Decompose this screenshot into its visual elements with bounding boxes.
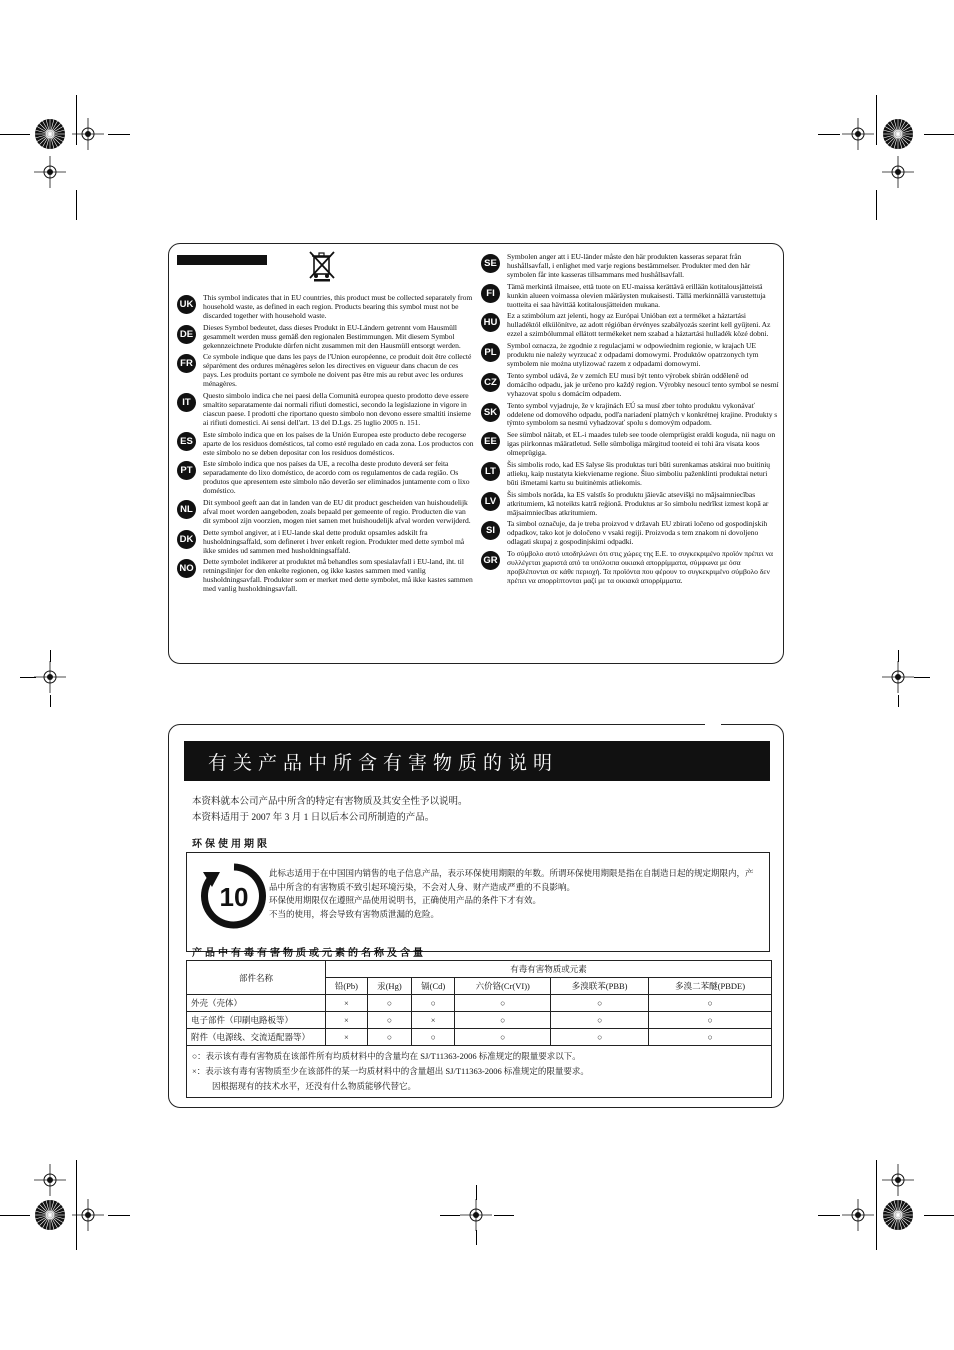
substance-value: ○ bbox=[649, 1029, 772, 1046]
substance-value: ○ bbox=[367, 1012, 411, 1029]
col-substance-group: 有毒有害物质或元素 bbox=[326, 961, 772, 978]
note-cross: ×：表示该有毒有害物质至少在该部件的某一均质材料中的含量超出 SJ/T11363-2006 标准规定的限量要求。 bbox=[192, 1066, 589, 1076]
intro-line-2: 本资料适用于 2007 年 3 月 1 日以后本公司所制造的产品。 bbox=[192, 813, 435, 823]
registration-mark-icon bbox=[34, 661, 66, 693]
weee-right-column bbox=[481, 253, 779, 589]
crop-line bbox=[76, 1160, 77, 1250]
weee-entry-fr bbox=[177, 353, 475, 389]
country-badge-it: IT bbox=[177, 393, 196, 412]
registration-mark-icon bbox=[882, 1164, 914, 1196]
rohs-title: 有关产品中所含有害物质的说明 bbox=[184, 741, 770, 781]
weee-text-cz: Tento symbol udává, že v zemích EU musí být tento výrobek sbírán odděleně od domácího odpadu, jak je určeno pro každý region. Výrobky nesoucí tento symbol se nesmí vyhazovat spolu s domácím odpadem. bbox=[507, 370, 779, 398]
weee-entry-lt bbox=[481, 461, 779, 488]
weee-entry-it bbox=[177, 392, 475, 428]
weee-entry-gr bbox=[481, 550, 779, 586]
weee-text-se: Symbolen anger att i EU-länder måste den här produkten kasseras separat från hushållsavfall, i enlighet med varje regions bestämmelser. Produkter med den här symbolen får inte kasseras tillsammans med hushållsavfall. bbox=[507, 252, 751, 279]
substance-value: ○ bbox=[412, 1029, 455, 1046]
epup-text-3: 不当的使用，将会导致有害物质泄漏的危险。 bbox=[269, 908, 440, 919]
crop-line bbox=[818, 134, 840, 135]
crop-line bbox=[924, 134, 954, 135]
crop-line bbox=[876, 190, 877, 220]
substance-value: × bbox=[412, 1012, 455, 1029]
part-name: 电子部件（印刷电路板等） bbox=[187, 1012, 326, 1029]
weee-entry-hu bbox=[481, 312, 779, 339]
weee-text-de: Dieses Symbol bedeutet, dass dieses Produkt in EU-Ländern getrennt vom Hausmüll gesammelt werden muss gemäß den regionalen Bestimmungen. Mit diesem Symbol gekennzeichnete Produkte dürfen nicht zusammen mit den Hausmüll entsorgt werden. bbox=[203, 322, 461, 350]
substance-value: ○ bbox=[551, 995, 649, 1012]
substance-value: × bbox=[326, 1029, 368, 1046]
col-substance: 铅(Pb) bbox=[326, 978, 368, 995]
registration-mark-icon bbox=[882, 661, 914, 693]
country-badge-lv: LV bbox=[481, 492, 500, 511]
table-row bbox=[187, 995, 772, 1012]
country-badge-se: SE bbox=[481, 254, 500, 273]
registration-mark-icon bbox=[460, 1199, 492, 1231]
weee-text-gr: Το σύμβολο αυτό υποδηλώνει ότι στις χώρες της Ε.Ε. το συγκεκριμένο προϊόν πρέπει να συλλέγεται χωριστά από τα υπόλοιπα οικιακά απορρίμματα, σύμφωνα με όσα προβλέπονται σε κάθε περιοχή. Τα προϊόντα που φέρουν το συγκεκριμένο σύμβολο δεν πρέπει να απορρίπτονται μαζί με τα οικιακά απορρίμματα. bbox=[507, 549, 773, 585]
crop-line bbox=[108, 1215, 130, 1216]
country-badge-fi: FI bbox=[481, 284, 500, 303]
crop-line bbox=[476, 1185, 477, 1200]
weee-text-ee: See sümbol näitab, et EL-i maades tuleb see toode olemprügist eraldi koguda, nii nagu on igas piirkonnas määratletud. Selle sümboliga märgitud tooteid ei tohi ära visata koos olmeprügiga. bbox=[507, 430, 776, 458]
substance-value: ○ bbox=[649, 1012, 772, 1029]
weee-text-pt: Este símbolo indica que nos países da UE, a recolha deste produto deverá ser feita separadamente do lixo doméstico, de acordo com os regulamentos de cada região. Os produtos que apresentem este símbolo não deverão ser eliminados juntamente com o lixo doméstico. bbox=[203, 459, 470, 496]
country-badge-es: ES bbox=[177, 432, 196, 451]
weee-text-si: Ta simbol označuje, da je treba proizvod v državah EU zbirati ločeno od gospodinjskih odpadkov, tako kot je določeno v vsaki regiji. Proizvoda s tem znakom ni dovoljeno odlagati skupaj z gospodinjskimi odpadki. bbox=[507, 519, 768, 547]
weee-entry-cz bbox=[481, 372, 779, 399]
crop-line bbox=[108, 134, 130, 135]
weee-text-no: Dette symbolet indikerer at produktet må behandles som spesialavfall i EU-land, iht. til retningslinjer for den enkelte regionen, og ikke kastes sammen med vanlig husholdningsavfall. Produkter som er merket med dette symbolet, må ikke kastes sammen med vanlig husholdningsavfall. bbox=[203, 557, 473, 594]
country-badge-ee: EE bbox=[481, 432, 500, 451]
col-substance: 六价铬(Cr(VI)) bbox=[455, 978, 551, 995]
weee-entry-no bbox=[177, 558, 475, 594]
substance-value: ○ bbox=[551, 1012, 649, 1029]
part-name: 附件（电源线、交流适配器等） bbox=[187, 1029, 326, 1046]
registration-mark-icon bbox=[34, 1164, 66, 1196]
weee-entry-nl bbox=[177, 499, 475, 526]
weee-entry-uk bbox=[177, 294, 475, 321]
substance-value: × bbox=[326, 995, 368, 1012]
weee-text-sk: Tento symbol vyjadruje, že v krajinách EÚ sa musí zber tohto produktu vykonávať oddelene od domového odpadu, podľa nariadení platných v konkrétnej krajine. Produkty s týmto symbolom sa nesmú vyhadzovať spolu s domovým odpadom. bbox=[507, 400, 778, 428]
weee-text-fr: Ce symbole indique que dans les pays de l'Union européenne, ce produit doit être collecté séparément des ordures ménagères selon les directives en vigueur dans chacun de ces pays. Les produits portant ce symbole ne doivent pas être mis au rebut avec les ordures ménagères. bbox=[203, 352, 472, 389]
crop-line bbox=[494, 1215, 514, 1216]
epup-box bbox=[186, 852, 770, 952]
weee-entry-es bbox=[177, 431, 475, 458]
border-gap bbox=[705, 722, 721, 728]
country-badge-de: DE bbox=[177, 325, 196, 344]
country-badge-pt: PT bbox=[177, 461, 196, 480]
intro-line-1: 本资料就本公司产品中所含的特定有害物质及其安全性予以说明。 bbox=[192, 797, 468, 807]
weee-text-it: Questo simbolo indica che nei paesi della Comunità europea questo prodotto deve essere smaltito separatamente dai normali rifiuti domestici, secondo la legislazione in vigore in ciascun paese. I prodotti che riportano questo simbolo non devono essere smaltiti insieme ai rifiuti domestici. Ai sensi dell'art. 13 del D.Lgs. 25 luglio 2005 n. 151. bbox=[203, 391, 471, 427]
substance-value: ○ bbox=[455, 1029, 551, 1046]
weee-text-pl: Symbol oznacza, że zgodnie z regulacjami w odpowiednim regionie, w krajach UE produktu nie należy wyrzucać z odpadami domowymi. Produktów opatrzonych tym symbolem nie można utylizować razem z odpadami domowymi. bbox=[507, 341, 759, 368]
part-name: 外壳（壳体） bbox=[187, 995, 326, 1012]
country-badge-lt: LT bbox=[481, 462, 500, 481]
rohs-intro bbox=[192, 794, 468, 826]
note-reason: 因根据现有的技术水平，还没有什么物质能够代替它。 bbox=[212, 1081, 417, 1091]
crop-line bbox=[476, 1230, 477, 1245]
col-substance: 多溴联苯(PBB) bbox=[551, 978, 649, 995]
epup-text-1: 此标志适用于在中国国内销售的电子信息产品，表示环保使用期限的年数。所谓环保使用期限是指在自制造日起的规定期限内，产品中所含的有害物质不致引起环境污染，不会对人身、财产造成严重的不良影响。 bbox=[269, 868, 754, 892]
substance-value: ○ bbox=[367, 1029, 411, 1046]
crop-line bbox=[0, 134, 30, 135]
weee-left-column bbox=[177, 294, 475, 597]
weee-entry-sk bbox=[481, 402, 779, 429]
weee-text-nl: Dit symbool geeft aan dat in landen van de EU dit product gescheiden van huishoudelijk afval moet worden aangeboden, zoals bepaald per gemeente of regio. Producten die van dit symbool zijn voorzien, mogen niet samen met huishoudelijk afval worden verwijderd. bbox=[203, 498, 471, 525]
epup-text bbox=[269, 867, 759, 921]
epup-text-2: 环保使用期限仅在遵照产品使用说明书，正确使用产品的条件下才有效。 bbox=[269, 895, 542, 906]
crop-line bbox=[898, 695, 899, 707]
note-circle: ○：表示该有毒有害物质在该部件所有均质材料中的含量均在 SJ/T11363-2006 标准规定的限量要求以下。 bbox=[192, 1051, 581, 1061]
weee-text-dk: Dette symbol angiver, at i EU-lande skal dette produkt opsamles adskilt fra husholdningsaffald, som defineret i hver enkelt region. Produkter med dette symbol må ikke smides ud sammen med husholdningsaffald. bbox=[203, 527, 465, 555]
weee-entry-si bbox=[481, 520, 779, 547]
starburst-mark-icon bbox=[875, 111, 921, 157]
crop-line bbox=[818, 1215, 840, 1216]
weee-entry-lv bbox=[481, 491, 779, 518]
country-badge-gr: GR bbox=[481, 551, 500, 570]
epup-10-logo-icon bbox=[200, 862, 268, 930]
weee-entry-de bbox=[177, 324, 475, 351]
weee-text-hu: Ez a szimbólum azt jelenti, hogy az Európai Unióban ezt a terméket a háztartási hulladéktól elkülönítve, az adott régióban érvényes szabályozás szerint kell gyűjteni. Az ezzel a szimbólummal ellátott termékeket nem szabad a háztartási hulladék közé dobni. bbox=[507, 311, 771, 339]
crop-line bbox=[0, 1215, 30, 1216]
substance-value: ○ bbox=[412, 995, 455, 1012]
col-substance: 多溴二苯醚(PBDE) bbox=[649, 978, 772, 995]
crop-line bbox=[76, 95, 77, 145]
crop-line bbox=[20, 677, 36, 678]
weee-entry-pl bbox=[481, 342, 779, 369]
weee-text-uk: This symbol indicates that in EU countries, this product must be collected separately from household waste, as defined in each region. Products bearing this symbol must not be discarded together with household waste. bbox=[203, 293, 473, 320]
substance-value: ○ bbox=[649, 995, 772, 1012]
weee-text-lv: Šis simbols norāda, ka ES valstīs šo produktu jāievāc atsevišķi no mājsaimniecības atkritumiem, kā noteikts katrā reģionā. Produktus ar šo simbolu nedrīkst izmest kopā ar mājsaimniecības atkritumiem. bbox=[507, 489, 769, 517]
registration-mark-icon bbox=[34, 156, 66, 188]
table-heading: 产品中有毒有害物质或元素的名称及含量 bbox=[192, 948, 426, 959]
weee-entry-se bbox=[481, 253, 779, 280]
epup-logo-number: 10 bbox=[219, 882, 249, 912]
epup-heading: 环保使用期限 bbox=[192, 839, 270, 850]
substance-value: × bbox=[326, 1012, 368, 1029]
weee-entry-pt bbox=[177, 460, 475, 496]
crop-line bbox=[876, 1160, 877, 1250]
col-substance: 镉(Cd) bbox=[412, 978, 455, 995]
crop-line bbox=[898, 650, 899, 662]
country-badge-hu: HU bbox=[481, 313, 500, 332]
weee-text-es: Este símbolo indica que en los países de la Unión Europea este producto debe recogerse aparte de los residuos domésticos, tal como esté regulado en cada zona. Los productos con este símbolo no se deben depositar con los residuos domésticos. bbox=[203, 429, 474, 457]
crossed-out-wheelie-bin-icon bbox=[305, 248, 339, 282]
starburst-mark-icon bbox=[27, 1192, 73, 1238]
registration-mark-icon bbox=[842, 1199, 874, 1231]
registration-mark-icon bbox=[882, 156, 914, 188]
starburst-mark-icon bbox=[875, 1192, 921, 1238]
black-label-bar bbox=[177, 255, 267, 265]
crop-line bbox=[76, 190, 77, 220]
substance-value: ○ bbox=[551, 1029, 649, 1046]
country-badge-si: SI bbox=[481, 521, 500, 540]
crop-line bbox=[440, 1215, 460, 1216]
country-badge-pl: PL bbox=[481, 343, 500, 362]
table-notes bbox=[187, 1046, 772, 1098]
rohs-notice-box bbox=[168, 724, 784, 1108]
weee-entry-fi bbox=[481, 283, 779, 310]
country-badge-nl: NL bbox=[177, 500, 196, 519]
country-badge-fr: FR bbox=[177, 354, 196, 373]
crop-line bbox=[924, 1215, 954, 1216]
weee-notice-box bbox=[168, 243, 784, 664]
substance-value: ○ bbox=[367, 995, 411, 1012]
crop-line bbox=[914, 677, 930, 678]
table-row bbox=[187, 1029, 772, 1046]
substance-value: ○ bbox=[455, 995, 551, 1012]
crop-line bbox=[50, 650, 51, 662]
country-badge-dk: DK bbox=[177, 530, 196, 549]
crop-line bbox=[876, 95, 877, 145]
col-substance: 汞(Hg) bbox=[367, 978, 411, 995]
weee-text-fi: Tämä merkintä ilmaisee, että tuote on EU-maissa kerättävä erillään kotitalousjätteistä kunkin alueen voimassa olevien määräysten mukaisesti. Tällä merkinnällä varustettuja tuotteita ei saa hävittää kotitalousjätteiden mukana. bbox=[507, 281, 766, 309]
weee-entry-dk bbox=[177, 529, 475, 556]
substance-value: ○ bbox=[455, 1012, 551, 1029]
hazardous-substance-table bbox=[186, 960, 772, 1098]
country-badge-cz: CZ bbox=[481, 373, 500, 392]
country-badge-uk: UK bbox=[177, 295, 196, 314]
country-badge-sk: SK bbox=[481, 403, 500, 422]
country-badge-no: NO bbox=[177, 559, 196, 578]
weee-entry-ee bbox=[481, 431, 779, 458]
weee-text-lt: Šis simbolis rodo, kad ES šalyse šis produktas turi būti surenkamas atskirai nuo buitinių atliekų, kaip nustatyta kiekviename regione. Šiuo simboliu paženklinti produktai neturi būti išmetami kartu su buitinėmis atliekomis. bbox=[507, 460, 771, 487]
col-part-name: 部件名称 bbox=[187, 961, 326, 995]
registration-mark-icon bbox=[842, 118, 874, 150]
crop-line bbox=[50, 695, 51, 707]
table-row bbox=[187, 1012, 772, 1029]
starburst-mark-icon bbox=[27, 111, 73, 157]
